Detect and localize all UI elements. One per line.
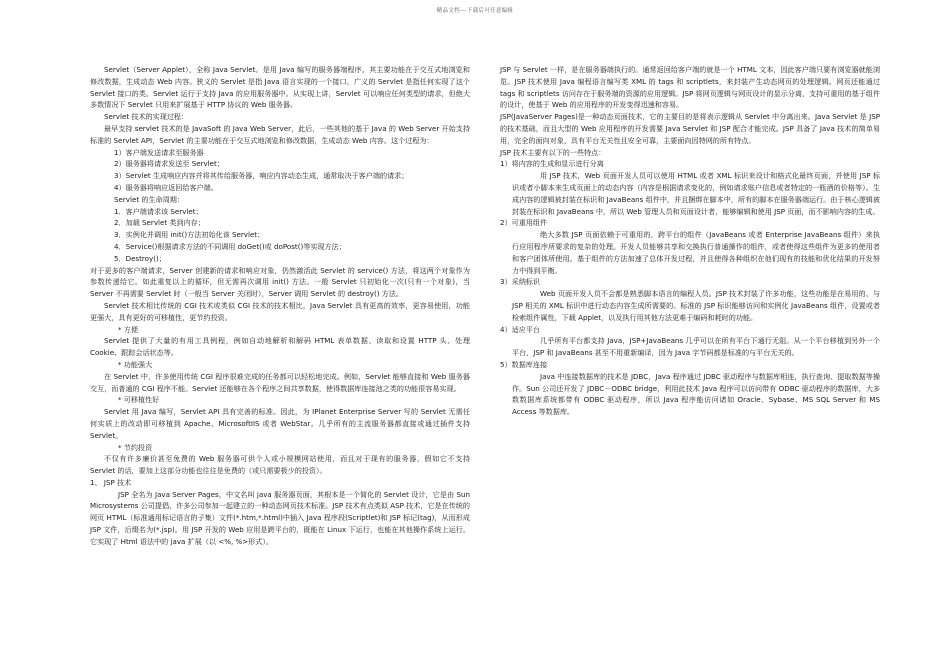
paragraph: JSP 全名为 Java Server Pages，中文名叫 java 服务器页面，其根本是一个简化的 Servlet 设计，它是由 Sun Microsystems 公司提倡、许多公司参加一起建立的一种动态网页技术标准。JSP 技术有点类似 ASP 技术，它是在传统的网页 HTML（标准通用标记语言的子集）文件(*.htm,*.html)中插入 Java 程序段(Scriptlet)和 JSP 标记(tag)，从而形成 JSP 文件，后缀名为(*.jsp)。用 JSP 开发的 Web 应用是跨平台的，既能在 Linux 下运行，也能在其他操作系统上运行。它实现了 Html 语法中的 java 扩展（以 <%, %>形式）。 <box>90 489 470 546</box>
page-header: 精品文档---下载后可任意编辑 <box>436 8 514 14</box>
feature-heading: 3）采纳标识 <box>500 277 540 287</box>
feature-heading: 2）可重用组件 <box>500 218 548 228</box>
paragraph: JSP 技术主要有以下的一些特点： <box>500 147 606 157</box>
list-item: 4）服务器将响应返回给客户端。 <box>114 182 218 192</box>
section-heading: 1、 JSP 技术 <box>90 477 132 487</box>
list-item: 1．客户端请求该 Servlet； <box>114 206 203 216</box>
list-item: 2．加载 Servlet 类到内存； <box>114 218 205 228</box>
paragraph: 几乎所有平台都支持 Java，JSP+JavaBeans 几乎可以在所有平台下通行无阻。从一个平台移植到另外一个平台，JSP 和 JavaBeans 甚至不用重新编译，因为 Java 字节码都是标准的与平台无关的。 <box>512 336 880 358</box>
paragraph: 最早支持 servlet 技术的是 JavaSoft 的 Java Web Server，此后，一些其他的基于 Java 的 Web Server 开始支持标准的 Servlet API，Servlet 的主要功能在于交互式地浏览和修改数据，生成动态 Web 内容。这个过程为： <box>90 123 470 145</box>
paragraph: 对于更多的客户端请求，Server 创建新的请求和响应对象，仍然激活此 Servlet 的 service() 方法，将这两个对象作为参数传递给它。如此重复以上的循环，但无需再次调用 init() 方法。一般 Servlet 只初始化一次(只有一个对象)，当 Server 不再需要 Servlet 时（一般当 Server 关闭时），Server 调用 Servlet 的 destroy() 方法。 <box>90 265 470 299</box>
feature-heading: 4）适应平台 <box>500 324 540 334</box>
paragraph: Web 页面开发人员不会都是熟悉脚本语言的编程人员。JSP 技术封装了许多功能，这些功能是在易用的、与 JSP 相关的 XML 标识中进行动态内容生成所需要的。标准的 JSP 标识能够访问和实例化 JavaBeans 组件，设置或者检索组件属性，下载 Applet，以及执行用其他方法更难于编码和耗时的功能。 <box>512 289 880 322</box>
paragraph: 用 JSP 技术，Web 页面开发人员可以使用 HTML 或者 XML 标识来设计和格式化最终页面，并使用 JSP 标识或者小脚本来生成页面上的动态内容（内容是根据请求变化的，例如请求账户信息或者特定的一瓶酒的价格等）。生成内容的逻辑被封装在标识和 JavaBeans 组件中，并且捆绑在脚本中，所有的脚本在服务器端运行。由于核心逻辑被封装在标识和 JavaBeans 中，所以 Web 管理人员和页面设计者，能够编辑和使用 JSP 页面，而不影响内容的生成。 <box>512 171 880 216</box>
right-column <box>500 64 880 418</box>
list-item: 3．实例化并调用 init()方法初始化该 Servlet； <box>114 230 265 240</box>
paragraph: 绝大多数 JSP 页面依赖于可重用的，跨平台的组件（JavaBeans 或者 Enterprise JavaBeans 组件）来执行应用程序所要求的复杂的处理。开发人员能够共享和交换执行普通操作的组件，或者使得这些组件为更多的使用者和客户团体所使用。基于组件的方法加速了总体开发过程，并且使得各种组织在他们现有的技能和优化结果的开发努力中得到平衡。 <box>512 230 880 275</box>
feature-heading: 1）将内容的生成和显示进行分离 <box>500 159 604 169</box>
paragraph: Java 中连接数据库的技术是 JDBC，Java 程序通过 JDBC 驱动程序与数据库相连，执行查询、提取数据等操作。Sun 公司还开发了 JDBC－ODBC bridge，利用此技术 Java 程序可以访问带有 ODBC 驱动程序的数据库，大多数数据库系统都带有 ODBC 驱动程序，所以 Java 程序能访问诸如 Oracle、Sybase、MS SQL Server 和 MS Access 等数据库。 <box>512 371 880 417</box>
list-item: 4．Service()根据请求方法的不同调用 doGet()或 doPost()等实现方法； <box>114 241 346 251</box>
subheading: * 可移植性好 <box>118 395 160 405</box>
list-item: 1）客户端发送请求至服务器 <box>114 147 204 157</box>
list-item: 5．Destroy()； <box>114 253 166 263</box>
subheading: * 方便 <box>118 324 138 334</box>
subheading: * 节约投资 <box>118 442 153 452</box>
paragraph: 不仅有许多廉价甚至免费的 Web 服务器可供个人或小规模网站使用，而且对于现有的服务器，假如它不支持 Servlet 的话，要加上这部分功能也往往是免费的（或只需要极少的投资）。 <box>90 454 470 476</box>
list-item: 3）Servlet 生成响应内容并将其传给服务器，响应内容动态生成，通常取决于客户端的请求； <box>114 171 409 181</box>
list-item: 2）服务器将请求发送至 Servlet； <box>114 159 224 169</box>
paragraph: Servlet 技术的实现过程： <box>104 112 189 122</box>
paragraph: JSP(JavaServer Pages)是一种动态页面技术，它的主要目的是将表示逻辑从 Servlet 中分离出来。Java Servlet 是 JSP 的技术基础，而且大型的 Web 应用程序的开发需要 Java Servlet 和 JSP 配合才能完成。JSP 具备了 Java 技术的简单易用，完全的面向对象，具有平台无关性且安全可靠，主要面向因特网的所有特点。 <box>500 112 880 145</box>
feature-heading: 5）数据库连接 <box>500 359 548 369</box>
paragraph: 在 Servlet 中，许多使用传统 CGI 程序很难完成的任务都可以轻松地完成。例如，Servlet 能够直接和 Web 服务器交互，而普通的 CGI 程序不能。Servlet 还能够在各个程序之间共享数据，使得数据库连接池之类的功能很容易实现。 <box>90 371 470 393</box>
paragraph: JSP 与 Servlet 一样，是在服务器端执行的。通常返回给客户端的就是一个 HTML 文本，因此客户端只要有浏览器就能浏览。JSP 技术使用 Java 编程语言编写类 XML 的 tags 和 scriptlets，来封装产生动态网页的处理逻辑。网页还能通过 tags 和 scriptlets 访问存在于服务端的资源的应用逻辑。JSP 将网页逻辑与网页设计的显示分离，支持可重用的基于组件的设计，使基于 Web 的应用程序的开发变得迅速和容易。 <box>500 65 880 110</box>
left-column <box>90 64 470 548</box>
paragraph: Servlet 用 Java 编写，Servlet API 具有完善的标准。因此，为 IPlanet Enterprise Server 写的 Servlet 无需任何实质上的改动即可移植到 Apache、MicrosoftIIS 或者 WebStar。几乎所有的主流服务器都直接或通过插件支持 Servlet。 <box>90 407 470 440</box>
paragraph: Servlet 的生命周期： <box>114 194 184 204</box>
paragraph: Servlet 提供了大量的有用工具例程，例如自动地解析和解码 HTML 表单数据、读取和设置 HTTP 头、处理 Cookie、跟踪会话状态等。 <box>90 336 470 358</box>
paragraph: Servlet（Server Applet），全称 Java Servlet。是用 Java 编写的服务器端程序。其主要功能在于交互式地浏览和修改数据，生成动态 Web 内容。狭义的 Servlet 是指 Java 语言实现的一个接口，广义的 Servlet 是指任何实现了这个 Servlet 接口的类。Servlet 运行于支持 Java 的应用服务器中。从实现上讲，Servlet 可以响应任何类型的请求，但绝大多数情况下 Servlet 只用来扩展基于 HTTP 协议的 Web 服务器。 <box>90 65 470 110</box>
paragraph: Servlet 技术相比传统的 CGI 技术或类似 CGI 技术的技术相比，Java Servlet 具有更高的效率，更容易使用，功能更强大，具有更好的可移植性，更节约投资。 <box>90 300 470 322</box>
subheading: * 功能强大 <box>118 359 153 369</box>
